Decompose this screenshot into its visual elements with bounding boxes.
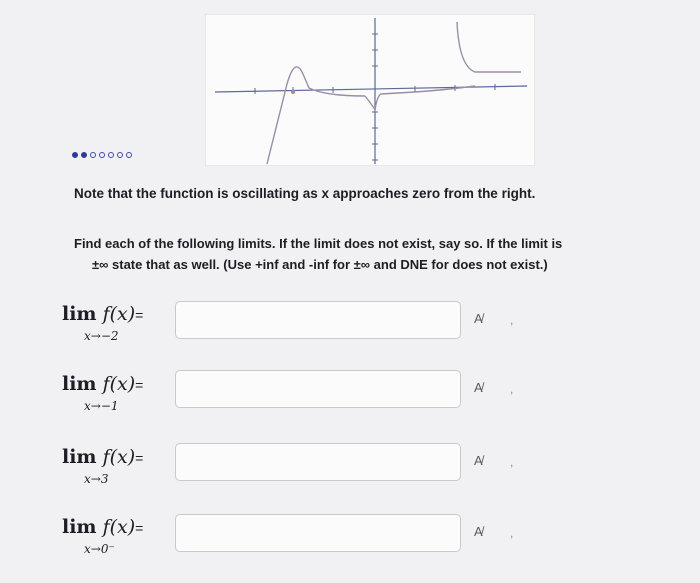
limit-expression-1: [62, 303, 143, 343]
equals-sign: =: [135, 377, 144, 393]
progress-dot[interactable]: [72, 152, 78, 158]
answer-input-2[interactable]: [175, 370, 461, 408]
progress-dot[interactable]: [99, 152, 105, 158]
progress-dot[interactable]: [117, 152, 123, 158]
preview-icon[interactable]: A̸: [474, 311, 483, 326]
instructions: [74, 233, 684, 275]
lim-label: lim: [62, 446, 97, 468]
lim-label: lim: [62, 373, 97, 395]
limit-expression-2: [62, 373, 143, 413]
progress-dot[interactable]: [90, 152, 96, 158]
progress-dot[interactable]: [126, 152, 132, 158]
equals-sign: =: [135, 520, 144, 536]
progress-dots: [72, 152, 132, 158]
limit-expression-4: [62, 516, 143, 556]
lim-label: lim: [62, 516, 97, 538]
separator: ,: [510, 382, 514, 396]
progress-dot[interactable]: [81, 152, 87, 158]
function-label: f(x): [102, 303, 136, 325]
answer-input-1[interactable]: [175, 301, 461, 339]
function-graph: [205, 14, 535, 166]
answer-input-3[interactable]: [175, 443, 461, 481]
preview-icon[interactable]: A̸: [474, 524, 483, 539]
separator: ,: [510, 313, 514, 327]
answer-input-4[interactable]: [175, 514, 461, 552]
limit-subscript: x→−2: [84, 329, 119, 343]
instructions-line-2: ±∞ state that as well. (Use +inf and -inf for ±∞ and DNE for does not exist.): [92, 257, 548, 272]
function-label: f(x): [102, 516, 136, 538]
function-label: f(x): [102, 373, 136, 395]
point: [291, 90, 295, 94]
limit-subscript: x→−1: [84, 399, 119, 413]
limit-expression-3: [62, 446, 143, 486]
limit-subscript: x→3: [84, 472, 109, 486]
limit-subscript: x→0⁻: [84, 542, 115, 556]
progress-dot[interactable]: [108, 152, 114, 158]
lim-label: lim: [62, 303, 97, 325]
preview-icon[interactable]: A̸: [474, 453, 483, 468]
function-label: f(x): [102, 446, 136, 468]
equals-sign: =: [135, 307, 144, 323]
preview-icon[interactable]: A̸: [474, 380, 483, 395]
separator: ,: [510, 455, 514, 469]
note-text: Note that the function is oscillating as x approaches zero from the right.: [74, 186, 536, 201]
separator: ,: [510, 526, 514, 540]
instructions-line-1: Find each of the following limits. If the limit does not exist, say so. If the limit is: [74, 236, 563, 251]
equals-sign: =: [135, 450, 144, 466]
